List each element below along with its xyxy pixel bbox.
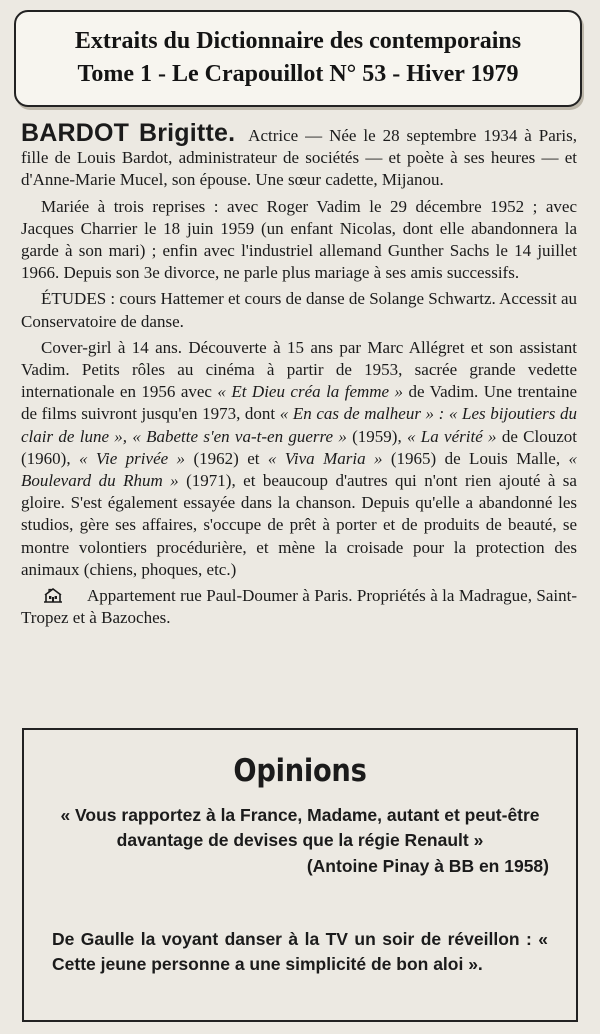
house-icon <box>43 587 63 603</box>
quote-de-gaulle: De Gaulle la voyant danser à la TV un soir de réveillon : « Cette jeune personne a une simplicité de bon aloi ». <box>52 929 548 974</box>
film-title: « En cas de malheur » : « Les bijoutiers du clair de lune », « Babette s'en va-t-en guerre » <box>21 404 577 446</box>
opinions-title: Opinions <box>233 753 367 789</box>
entry-headword: BARDOT Brigitte. <box>21 119 236 147</box>
quote-attribution: (Antoine Pinay à BB en 1958) <box>306 856 549 876</box>
entry-paragraph-residence <box>21 585 577 629</box>
dictionary-entry <box>21 119 578 629</box>
residence-text: Appartement rue Paul-Doumer à Paris. Propriétés à la Madrague, Saint-Tropez et à Bazoches. <box>21 586 577 628</box>
film-title: « Vie privée » <box>78 448 186 468</box>
entry-paragraph-intro <box>21 119 578 192</box>
entry-intro-text: Actrice — Née le 28 septembre 1934 à Paris, fille de Louis Bardot, administrateur de sociétés — et poète à ses heures — et d'Anne-Marie Mucel, son épouse. Une sœur cadette, Mijanou. <box>21 126 578 190</box>
career-text: (1965) de Louis Malle, <box>382 448 569 468</box>
header-title: Extraits du Dictionnaire des contemporains <box>74 28 522 54</box>
film-title: « Boulevard du Rhum » <box>21 448 577 491</box>
film-title: « Viva Maria » <box>267 448 383 468</box>
career-text: (1959), <box>346 426 407 446</box>
entry-paragraph-marriages: Mariée à trois reprises : avec Roger Vadim le 29 décembre 1952 ; avec Jacques Charrier le 18 juin 1959 (un enfant Nicolas, dont elle abandonnera la garde à son mari) ; enfin avec l'industriel allemand Gunther Sachs le 14 juillet 1966. Depuis son 3e divorce, ne parle plus mariage à ses amis successifs. <box>21 196 577 283</box>
career-text: (1962) et <box>185 448 268 468</box>
quote-renault: « Vous rapportez à la France, Madame, autant et peut-être davantage de devises que la régie Renault » <box>60 805 540 850</box>
career-text: (1971), et beaucoup d'autres qui n'ont rien ajouté à sa gloire. S'est également essayée dans la chanson. Depuis qu'elle a abandonné les studios, gère ses affaires, s'occupe de prêt à porter et de produits de beauté, se montre volontiers procédurière, et mène la croisade pour la protection des animaux (chiens, phoques, etc.) <box>21 471 577 579</box>
entry-paragraph-career <box>21 337 577 581</box>
entry-paragraph-studies: ÉTUDES : cours Hattemer et cours de danse de Solange Schwartz. Accessit au Conservatoire de danse. <box>21 289 577 331</box>
header-subtitle: Tome 1 - Le Crapouillot N° 53 - Hiver 1979 <box>77 61 519 87</box>
film-title: « Et Dieu créa la femme » <box>217 382 404 402</box>
career-text: de Clouzot (1960), <box>21 426 577 468</box>
header-box <box>14 10 582 107</box>
film-title: « La vérité » <box>407 426 497 446</box>
opinions-box <box>22 728 578 1022</box>
career-text: Cover-girl à 14 ans. Découverte à 15 ans par Marc Allégret et son assistant Vadim. Petits rôles au cinéma à partir de 1953, sacrée grande vedette internationale en 1956 avec <box>21 337 577 402</box>
career-text: de Vadim. Une trentaine de films suivront jusqu'en 1973, dont <box>21 382 577 424</box>
